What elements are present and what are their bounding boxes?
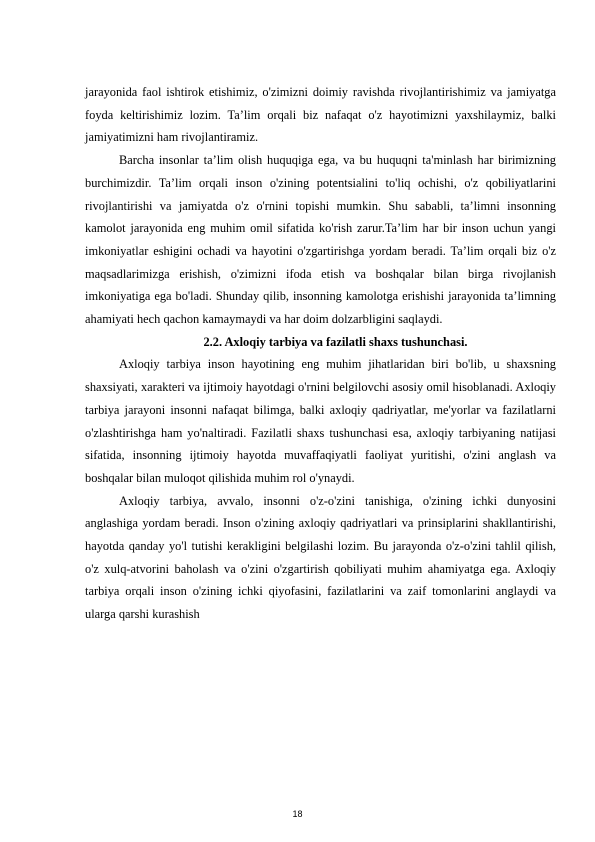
paragraph-moral-education: Axloqiy tarbiya inson hayotining eng muhim jihatlaridan biri bo'lib, u shaxsning shaxsiyati, xarakteri va ijtimoiy hayotdagi o'rnini belgilovchi asosiy omil hisoblanadi. Axloqiy tarbiya jarayoni insonni nafaqat bilimga, balki axloqiy qadriyatlar, me'yorlar va fazilatlarni o'zlashtirishga ham yo'naltiradi. Fazilatli shaxs tushunchasi esa, axloqiy tarbiyaning natijasi sifatida, insonning ijtimoiy hayotda muvaffaqiyatli faoliyat yuritishi, o'zini anglash va boshqalar bilan muloqot qilishida muhim rol o'ynaydi. <box>85 357 556 485</box>
paragraph-self-awareness: Axloqiy tarbiya, avvalo, insonni o'z-o'zini tanishiga, o'zining ichki dunyosini anglashiga yordam beradi. Inson o'zining axloqiy qadriyatlari va prinsiplarini shakllantirishi, hayotda qanday yo'l tutishi kerakligini belgilashi lozim. Bu jarayonda o'z-o'zini tahlil qilish, o'z xulq-atvorini baholash va o'zini o'zgartirish qobiliyati muhim ahamiyatga ega. Axloqiy tarbiya orqali inson o'zining ichki qiyofasini, fazilatlarini va zaif tomonlarini anglaydi va ularga qarshi kurashish <box>85 493 556 622</box>
paragraph-continuation: jarayonida faol ishtirok etishimiz, o'zimizni doimiy ravishda rivojlantirishimiz va jamiyatga foyda keltirishimiz lozim. Ta’lim orqali biz nafaqat o'z hayotimizni yaxshilaymiz, balki jamiyatimizni ham rivojlantiramiz. <box>85 85 556 145</box>
body-text <box>85 81 556 626</box>
page-number: 18 <box>292 809 303 819</box>
paragraph-education-right: Barcha insonlar ta’lim olish huquqiga ega, va bu huquqni ta'minlash har birimizning burchimizdir. Ta’lim orqali inson o'zining potentsialini to'liq ochishi, o'z qobiliyatlarini rivojlantirishi va jamiyatda o'z o'rnini topishi mumkin. Shu sababli, ta’limni insonning kamolot jarayonida eng muhim omil sifatida ko'rish zarur.Ta’lim har bir inson uchun yangi imkoniyatlar eshigini ochadi va hayotini o'zgartirishga yordam beradi. Ta’lim orqali biz o'z maqsadlarimizga erishish, o'zimizni ifoda etish va boshqalar bilan birga rivojlanish imkoniyatiga ega bo'ladi. Shunday qilib, insonning kamolotga erishishi jarayonida ta’limning ahamiyati hech qachon kamaymaydi va har doim dolzarbligini saqlaydi. <box>85 153 556 327</box>
section-heading: 2.2. Axloqiy tarbiya va fazilatli shaxs tushunchasi. <box>203 334 468 349</box>
